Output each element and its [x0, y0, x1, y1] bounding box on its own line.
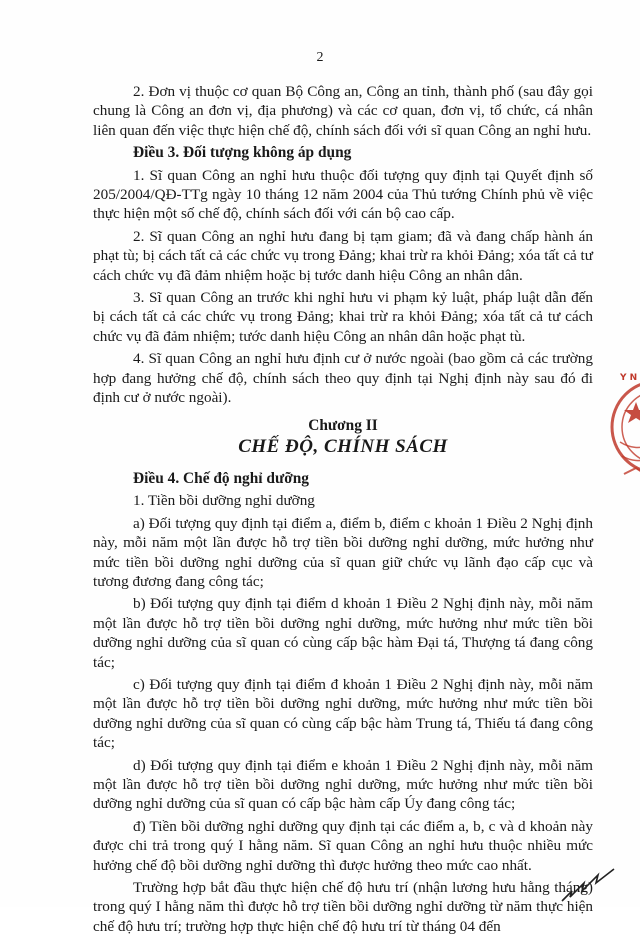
- article-4-point-dd: đ) Tiền bồi dưỡng nghỉ dưỡng quy định tại các điểm a, b, c và d khoản này được chi trả trong quý I hằng năm. Sĩ quan Công an nghỉ hưu thuộc nhiều mức hưởng chế độ bồi dưỡng nghỉ dưỡng thì được hưởng theo mức cao nhất.: [93, 817, 593, 874]
- signature-mark-icon: [558, 867, 618, 903]
- red-seal-icon: [606, 352, 640, 502]
- article-4-point-d: d) Đối tượng quy định tại điểm e khoản 1 Điều 2 Nghị định này, mỗi năm một lần được hỗ trợ tiền bồi dưỡng nghỉ dưỡng, mức hưởng như mức tiền bồi dưỡng nghỉ dưỡng của sĩ quan có cấp bậc hàm cấp Úy đang công tác;: [93, 756, 593, 813]
- svg-text:Y N: Y N: [620, 373, 638, 383]
- article-4-point-a: a) Đối tượng quy định tại điểm a, điểm b, điểm c khoản 1 Điều 2 Nghị định này, mỗi năm một lần được hỗ trợ tiền bồi dưỡng nghỉ dưỡng, mức hưởng như mức tiền bồi dưỡng nghỉ dưỡng của sĩ quan giữ chức vụ lãnh đạo cấp cục và tương đương đang công tác;: [93, 514, 593, 590]
- paragraph-unit-scope: 2. Đơn vị thuộc cơ quan Bộ Công an, Công an tỉnh, thành phố (sau đây gọi chung là Công an đơn vị, địa phương) và các cơ quan, đơn vị, tổ chức, cá nhân liên quan đến việc thực hiện chế độ, chính sách đối với sĩ quan Công an nghỉ hưu.: [93, 83, 593, 139]
- article-4-paragraph-last: Trường hợp bắt đầu thực hiện chế độ hưu trí (nhận lương hưu hằng tháng) trong quý I hằng năm thì được hỗ trợ tiền bồi dưỡng nghỉ dưỡng từ năm thực hiện chế độ hưu trí; trường hợp thực hiện chế độ hưu trí từ tháng 04 đến: [93, 879, 593, 935]
- article-3-clause-1: 1. Sĩ quan Công an nghỉ hưu thuộc đối tượng quy định tại Quyết định số 205/2004/QĐ-TTg ngày 10 tháng 12 năm 2004 của Thủ tướng Chính phủ về việc thực hiện một số chế độ, chính sách đối với cán bộ cao cấp.: [93, 166, 593, 223]
- article-3-clause-3: 3. Sĩ quan Công an trước khi nghỉ hưu vi phạm kỷ luật, pháp luật dẫn đến bị cách tất cả các chức vụ trong Đảng; khai trừ ra khỏi Đảng; xóa tất cả tư cách chức vụ đã đảm nhiệm; tước danh hiệu Công an nhân dân hoặc phạt tù.: [93, 289, 593, 345]
- article-4-heading: Điều 4. Chế độ nghỉ dưỡng: [133, 469, 309, 487]
- article-4-point-b: b) Đối tượng quy định tại điểm d khoản 1 Điều 2 Nghị định này, mỗi năm một lần được hỗ trợ tiền bồi dưỡng nghỉ dưỡng, mức hưởng như mức tiền bồi dưỡng nghỉ dưỡng của sĩ quan có cùng cấp bậc hàm Đại tá, Thượng tá đang công tác;: [93, 595, 593, 671]
- article-3-clause-2: 2. Sĩ quan Công an nghỉ hưu đang bị tạm giam; đã và đang chấp hành án phạt tù; bị cách tất cả các chức vụ trong Đảng; khai trừ ra khỏi Đảng; xóa tất cả tư cách chức vụ đã đảm nhiệm hoặc bị tước danh hiệu Công an nhân dân.: [93, 227, 593, 284]
- page-number: 2: [316, 50, 324, 65]
- article-3-clause-4: 4. Sĩ quan Công an nghỉ hưu định cư ở nước ngoài (bao gồm cả các trường hợp đang hưởng chế độ, chính sách theo quy định tại Nghị định này sau đó đi định cư ở nước ngoài).: [93, 350, 593, 407]
- chapter-title: CHẾ ĐỘ, CHÍNH SÁCH: [238, 435, 448, 457]
- document-body: [93, 82, 593, 939]
- article-4-point-c: c) Đối tượng quy định tại điểm đ khoản 1 Điều 2 Nghị định này, mỗi năm một lần được hỗ trợ tiền bồi dưỡng nghỉ dưỡng, mức hưởng như mức tiền bồi dưỡng nghỉ dưỡng của sĩ quan có cùng cấp bậc hàm Trung tá, Thiếu tá đang công tác;: [93, 675, 593, 752]
- article-3-heading: Điều 3. Đối tượng không áp dụng: [133, 144, 352, 162]
- chapter-number: Chương II: [308, 416, 378, 434]
- article-4-clause-1: 1. Tiền bồi dưỡng nghỉ dưỡng: [133, 492, 315, 510]
